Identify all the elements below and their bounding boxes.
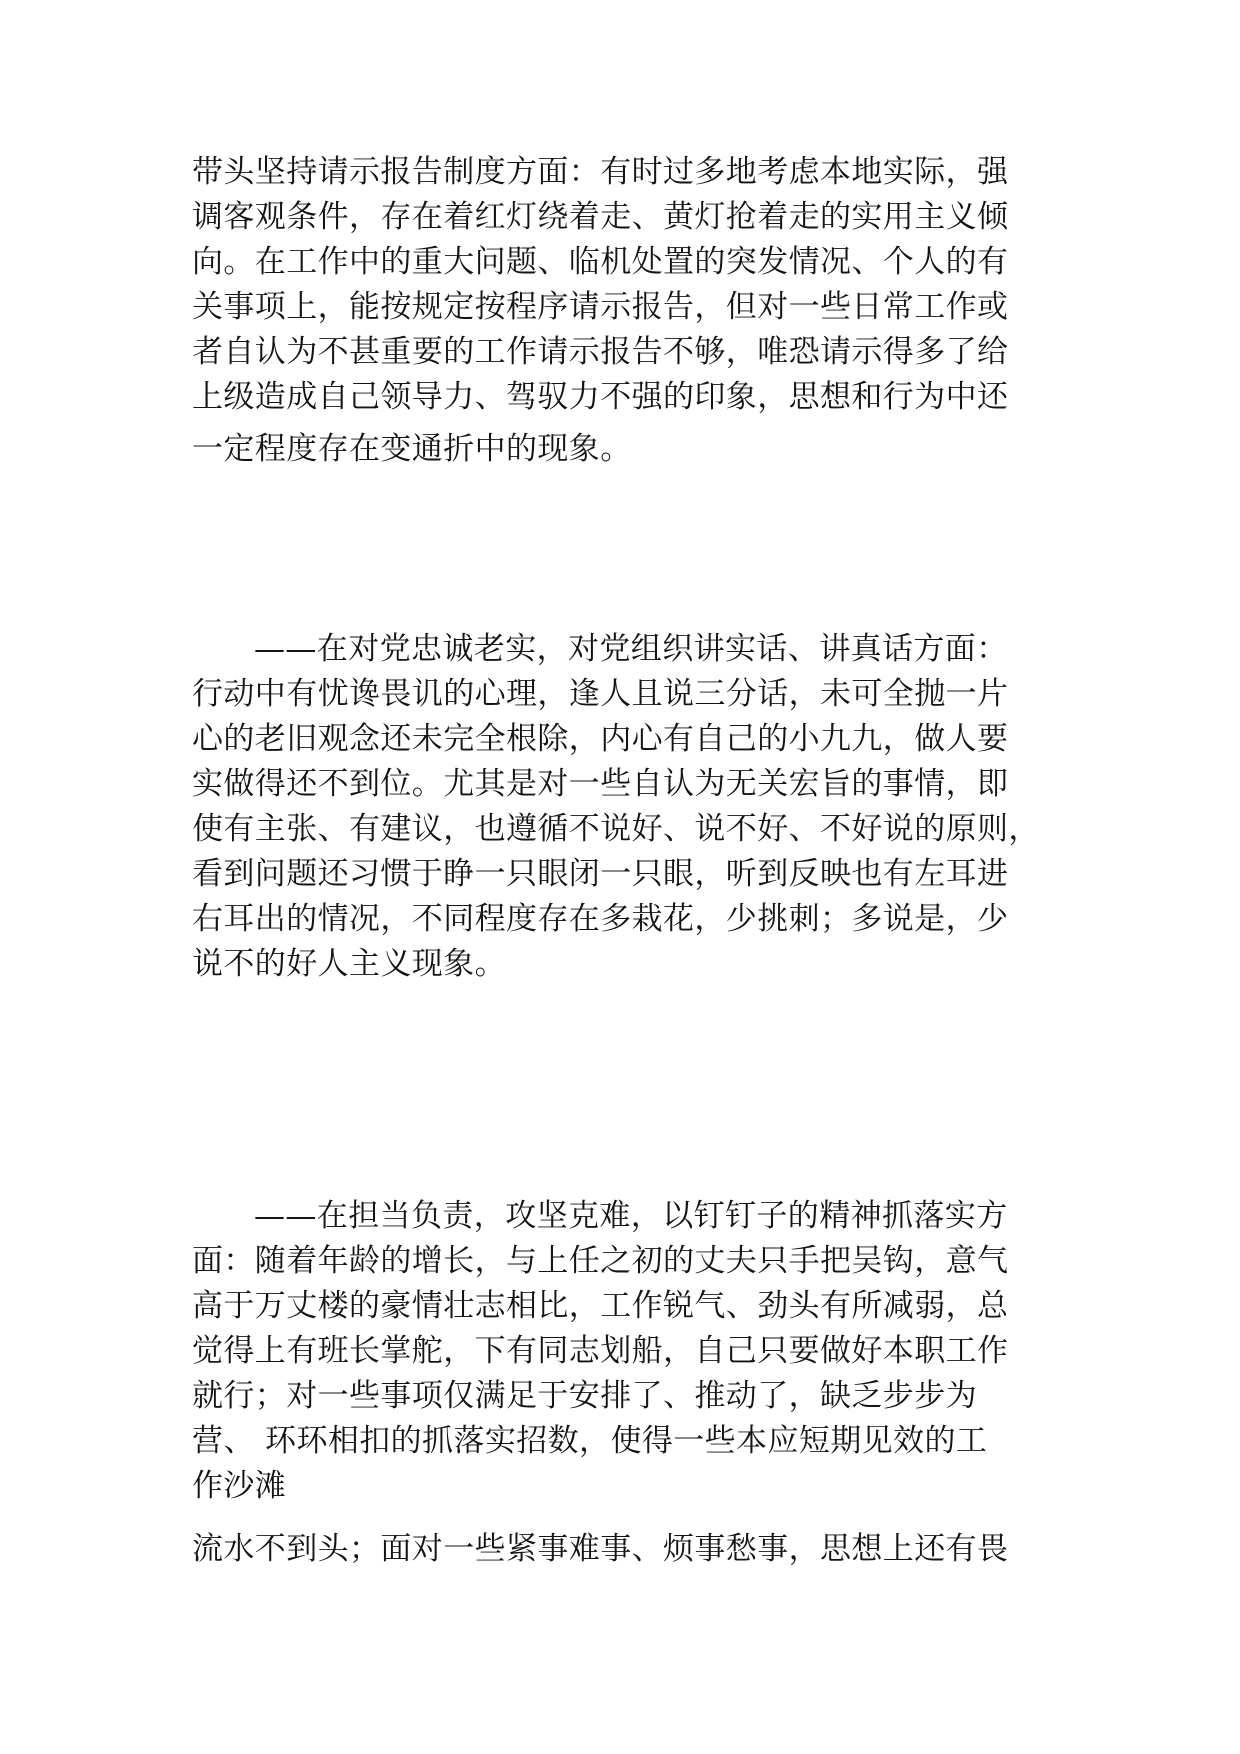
text-line: 就行；对一些事项仅满足于安排了、推动了，缺乏步步为	[192, 1378, 977, 1414]
text-line: 右耳出的情况，不同程度存在多栽花，少挑刺；多说是，少	[192, 901, 1009, 937]
text-line: 行动中有忧谗畏讥的心理，逢人且说三分话，未可全抛一片	[192, 676, 1009, 712]
text-line: 调客观条件，存在着红灯绕着走、黄灯抢着走的实用主义倾	[192, 199, 1009, 235]
text-line: 作沙滩	[192, 1468, 287, 1504]
text-line: 看到问题还习惯于睁一只眼闭一只眼，听到反映也有左耳进	[192, 856, 1009, 892]
text-line: 向。在工作中的重大问题、临机处置的突发情况、个人的有	[192, 244, 1009, 280]
text-line: 使有主张、有建议，也遵循不说好、说不好、不好说的原则，	[192, 811, 1040, 847]
text-line: ——在担当负责，攻坚克难，以钉钉子的精神抓落实方	[254, 1198, 1008, 1234]
text-line: 流水不到头；面对一些紧事难事、烦事愁事，思想上还有畏	[192, 1531, 1009, 1567]
text-line: 觉得上有班长掌舵，下有同志划船，自己只要做好本职工作	[192, 1333, 1009, 1369]
text-line: 者自认为不甚重要的工作请示报告不够，唯恐请示得多了给	[192, 334, 1009, 370]
text-line: 带头坚持请示报告制度方面：有时过多地考虑本地实际，强	[192, 154, 1009, 190]
text-line: 说不的好人主义现象。	[192, 946, 506, 982]
text-line: 心的老旧观念还未完全根除，内心有自己的小九九，做人要	[192, 721, 1009, 757]
text-line: 实做得还不到位。尤其是对一些自认为无关宏旨的事情，即	[192, 766, 1009, 802]
text-line: 面：随着年龄的增长，与上任之初的丈夫只手把吴钩，意气	[192, 1243, 1009, 1279]
text-line: 一定程度存在变通折中的现象。	[192, 431, 632, 467]
text-line: 高于万丈楼的豪情壮志相比，工作锐气、劲头有所减弱，总	[192, 1288, 1009, 1324]
text-line: 营、 环环相扣的抓落实招数，使得一些本应短期见效的工	[192, 1423, 988, 1459]
text-line: ——在对党忠诚老实，对党组织讲实话、讲真话方面：	[254, 631, 1008, 667]
text-line: 上级造成自己领导力、驾驭力不强的印象，思想和行为中还	[192, 379, 1009, 415]
text-line: 关事项上，能按规定按程序请示报告，但对一些日常工作或	[192, 289, 1009, 325]
